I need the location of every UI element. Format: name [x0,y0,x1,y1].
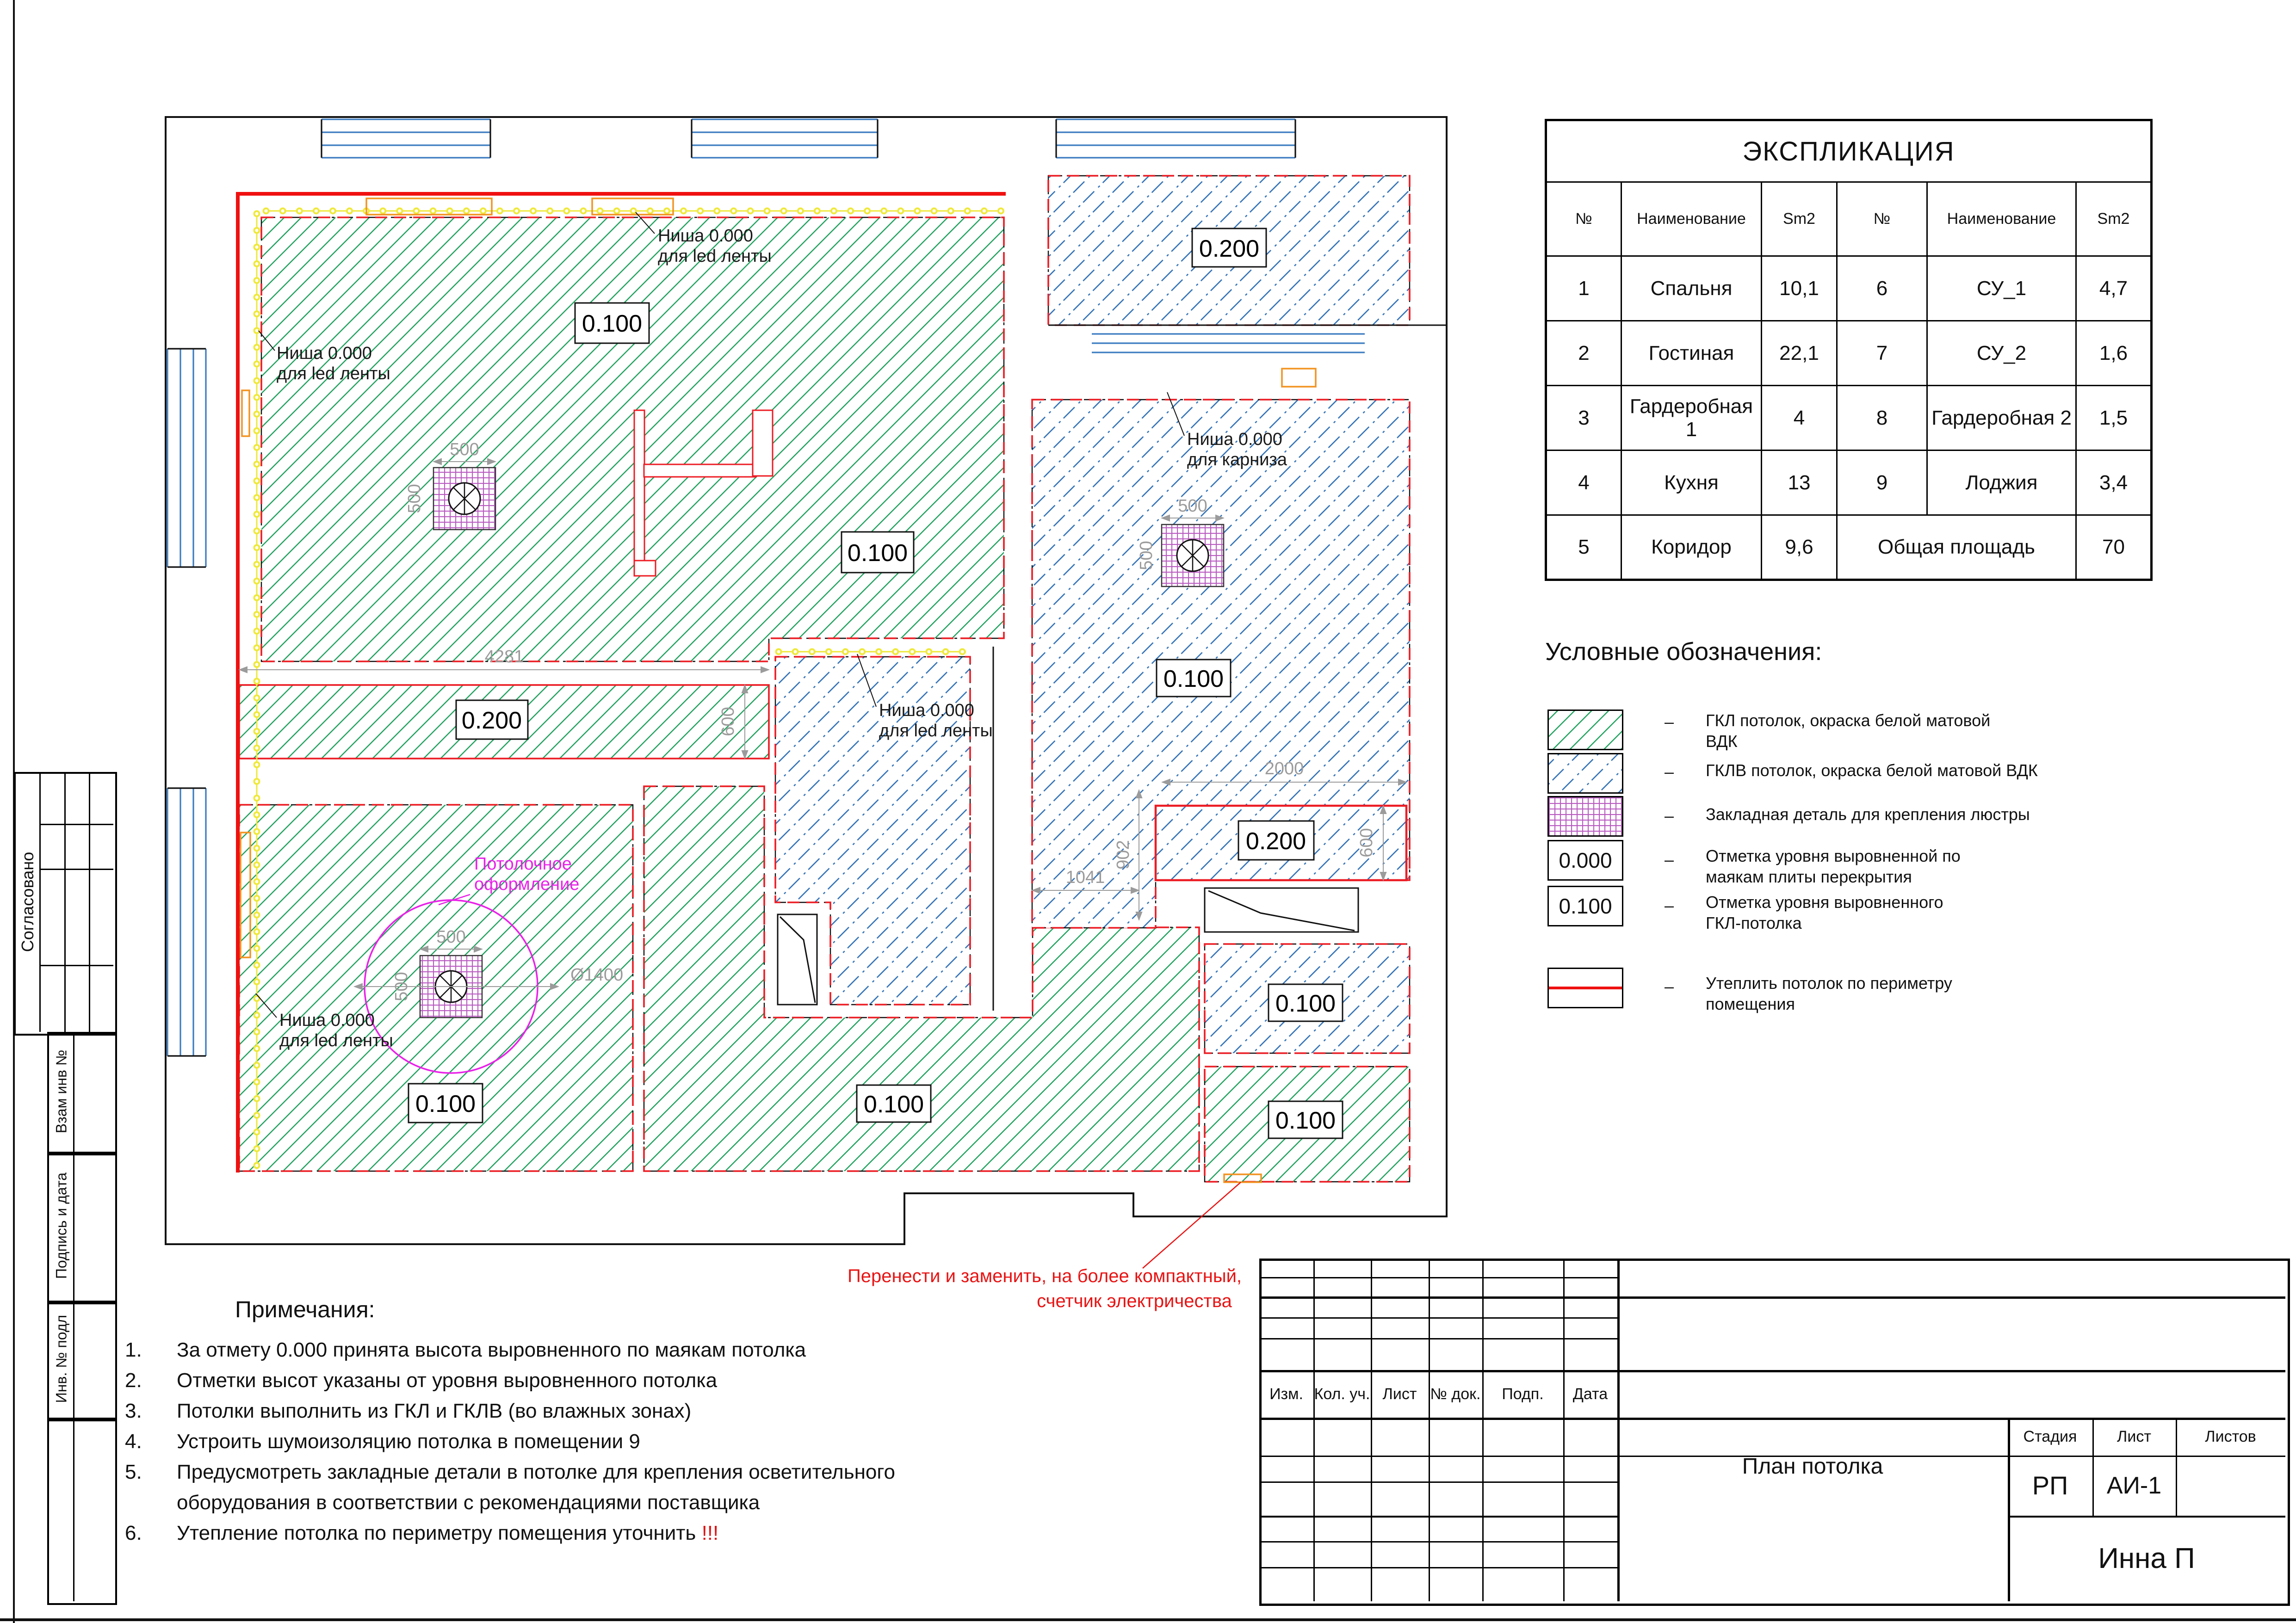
level-closet [842,532,914,573]
room-living [261,217,1004,661]
td: Гостиная [1621,321,1762,386]
span: За отмету 0.000 принята высота выровненного по маякам потолка [177,1339,806,1361]
path [167,349,206,567]
tr [1546,120,2152,182]
text: 0.100 [863,1091,924,1118]
notes-heading: Примечания: [235,1296,375,1322]
svg [1549,711,1622,749]
span-lgt: ГКЛВ потолок, окраска белой матовой ВДК [1706,761,2038,780]
text: Ниша 0.000 [277,344,372,363]
note-item [125,1518,1263,1549]
div-hl [1259,1296,2285,1299]
col-podp: Подп. [1502,1385,1544,1403]
rect [634,410,644,561]
level-corridor [857,1085,931,1122]
rect [753,410,773,476]
table-row [1546,386,2152,450]
dim-4281: 4281 [484,647,524,666]
td: 7 [1837,321,1927,386]
legend-level-0100: 0.100 [1547,886,1623,926]
total-value: 70 [2076,515,2152,580]
text: Ниша 0.000 [879,701,974,720]
text: Ниша 0.000 [658,226,753,246]
div-abs [47,1418,117,1605]
text: для led ленты [277,364,390,383]
note-item [125,1457,1263,1487]
path [167,349,206,567]
path [322,119,490,158]
text: для led ленты [279,1031,393,1050]
col-izm: Изм. [1269,1385,1303,1403]
div-vl [73,1032,74,1152]
path [261,217,1004,661]
text: Ниша 0.000 [1187,430,1282,449]
rect [242,390,249,436]
span-lgdash: – [1665,806,1674,825]
total-label: Общая площадь [1837,515,2076,580]
td-hdr: Sm2 [2076,182,2152,256]
td-hdr: Наименование [1621,182,1762,256]
td: 9 [1837,450,1927,515]
text: 500 [1137,541,1156,570]
text: 500 [450,440,479,459]
legend-swatch-blue-hatch [1547,753,1623,794]
span-lgdash: – [1665,762,1674,781]
window-top-1 [322,119,490,158]
vzam-label: Взам инв № [53,1049,70,1134]
sheet-label: Лист [2117,1428,2151,1445]
div-hl [39,965,113,966]
stage-value: РП [2032,1471,2068,1500]
chandelier-living [433,468,495,530]
span-lgt: ВДК [1706,732,1738,751]
level-wc-green [1269,1101,1343,1138]
td: 3,4 [2076,450,2152,515]
note-item [125,1396,1263,1426]
path [692,119,878,158]
text: 0.100 [582,310,643,337]
line [1143,1182,1241,1268]
text: для карниза [1187,450,1287,469]
td: Спальня [1621,256,1762,321]
div-vl [1313,1259,1315,1601]
td: 4 [1546,450,1621,515]
div-vl [1371,1259,1372,1601]
level-lodge [1192,228,1266,267]
col-kol: Кол. уч. [1314,1385,1370,1403]
text: 0.100 [1275,1107,1336,1134]
div-vl [64,772,66,1032]
warning-flag: !!! [701,1522,719,1544]
path [167,788,206,1056]
span-nnum: 1. [125,1339,142,1361]
table-row [1546,321,2152,386]
sheet-value: АИ-1 [2106,1472,2162,1499]
span-lgdash: – [1665,712,1674,731]
level-right-room [1157,660,1231,697]
legend-title: Условные обозначения: [1545,638,1822,666]
text: оформление [474,875,580,894]
rect [634,561,656,576]
span: Отметки высот указаны от уровня выровненного потолка [177,1369,718,1392]
span: Потолки выполнить из ГКЛ и ГКЛВ (во влажных зонах) [177,1400,692,1422]
doc-title: План потолка [1742,1454,1883,1479]
table-row [1546,515,2152,580]
table-row [1546,256,2152,321]
explication-table [1545,119,2153,581]
dim-2000: 2000 [1264,759,1304,778]
text: 500 [392,972,411,1001]
col-list: Лист [1382,1385,1417,1403]
author: Инна П [2098,1542,2195,1574]
window-left-2 [167,788,206,1056]
table [1545,119,2153,581]
span-lgt: Отметка уровня выровненной по [1706,846,1961,865]
legend-red-line [1547,968,1623,1008]
level-wc-blue [1269,984,1343,1021]
path [167,788,206,1056]
td: 3 [1546,386,1621,450]
div-vl [73,1301,74,1418]
dim-600-strip: 600 [718,707,738,736]
span-lgt: Утеплить потолок по периметру [1706,974,1952,993]
explication-title: ЭКСПЛИКАЦИЯ [1546,120,2152,182]
td: СУ_1 [1927,256,2076,321]
span-nnum: 3. [125,1400,142,1422]
note-item [125,1426,1263,1457]
text: Потолочное [474,854,572,874]
tbody [1546,120,2152,580]
td: 6 [1837,256,1927,321]
td: Коридор [1621,515,1762,580]
span-lgt: Отметка уровня выровненного [1706,893,1943,912]
td: Гардеробная 1 [1621,386,1762,450]
div-vl [73,1418,74,1601]
text: 0.100 [1275,990,1336,1017]
span [177,1518,718,1549]
span-nnum: 6. [125,1522,142,1544]
window-top-3 [1056,119,1295,158]
text: 0.100 [847,540,908,567]
span: Утепление потолка по периметру помещения уточнить [177,1522,696,1544]
span-nnum: 5. [125,1461,142,1483]
td: 22,1 [1762,321,1837,386]
col-data: Дата [1572,1385,1608,1403]
td: 8 [1837,386,1927,450]
inv-label: Инв. № подл [53,1314,70,1403]
dim-1041: 1041 [1065,868,1105,887]
dim-902: 902 [1114,840,1133,870]
span-lgt: ГКЛ-потолка [1706,913,1802,932]
level-living [575,303,649,343]
stage-label: Стадия [2023,1428,2077,1445]
td: 9,6 [1762,515,1837,580]
path [1056,119,1295,158]
level-bedroom [408,1084,483,1123]
text: 0.200 [1199,235,1260,262]
td: 2 [1546,321,1621,386]
td: Лоджия [1927,450,2076,515]
rect [1549,754,1622,792]
svg [1549,754,1622,792]
div-vl [89,772,90,1032]
rect [778,914,817,1005]
red-note [848,1182,1242,1311]
rect [1549,797,1622,835]
window-lodge-door [1092,334,1365,352]
text: для led ленты [658,247,772,266]
td: 4,7 [2076,256,2152,321]
approved-label: Согласовано [18,852,37,952]
title-block [1259,1259,2285,1601]
td-hdr: Наименование [1927,182,2076,256]
div-vl [1563,1259,1565,1601]
span-lgdash: – [1665,850,1674,869]
div-vl [39,772,41,1032]
div-vl [1429,1259,1430,1601]
podpis-label: Подпись и дата [53,1172,70,1279]
legend-swatch-purple-grid [1547,796,1623,837]
div-redline [1549,987,1622,989]
td: Гардеробная 2 [1927,386,2076,450]
window-top-2 [692,119,878,158]
span: Устроить шумоизоляцию потолка в помещении 9 [177,1430,640,1453]
rect [1282,369,1316,387]
rect [644,464,756,477]
level-soffit [1238,821,1314,860]
text: 0.100 [1163,666,1224,692]
path [1056,119,1295,158]
td: 1,6 [2076,321,2152,386]
note-item [125,1365,1263,1396]
text: 0.200 [461,707,522,734]
explication-header-row [1546,182,2152,256]
rect [1205,888,1358,932]
text: 0.100 [415,1091,476,1117]
div-hl [39,824,113,825]
text: 500 [405,484,424,513]
span-lgt: ГКЛ потолок, окраска белой матовой [1706,711,1991,730]
td: 5 [1546,515,1621,580]
dim-1400: Ø1400 [570,965,624,985]
text: 500 [436,927,466,947]
text: 0.200 [1245,828,1306,855]
td: 13 [1762,450,1837,515]
chandelier-right [1162,525,1224,586]
td: 10,1 [1762,256,1837,321]
dim-600-soffit: 600 [1357,828,1376,858]
svg [1549,797,1622,835]
note-item [125,1335,1263,1365]
div-hl [39,869,113,870]
note-item-continuation: оборудования в соответствии с рекомендациями поставщика [177,1491,760,1514]
td: 1 [1546,256,1621,321]
path [1092,334,1365,352]
span-nnum: 2. [125,1369,142,1392]
window-left-1 [167,349,206,567]
span: Предусмотреть закладные детали в потолке для крепления осветительного [177,1461,895,1483]
table-row [1546,450,2152,515]
div-vl [1482,1259,1484,1601]
legend-swatch-green-hatch [1547,710,1623,750]
notes [125,1296,1263,1549]
legend-level-0000: 0.000 [1547,840,1623,881]
level-strip [456,700,528,739]
div-vl [73,1152,74,1301]
td: СУ_2 [1927,321,2076,386]
span-lgdash: – [1665,896,1674,915]
col-doc: № док. [1430,1385,1481,1403]
red-note-line1: Перенести и заменить, на более компактный, [847,1266,1242,1286]
text: для led ленты [879,721,993,741]
span-lgt: маякам плиты перекрытия [1706,867,1912,886]
span-nnum: 4. [125,1430,142,1453]
rect [1549,711,1622,749]
td-hdr: № [1546,182,1621,256]
td: 1,5 [2076,386,2152,450]
red-note-line2: счетчик электричества [1037,1291,1232,1311]
path [322,119,490,158]
td-hdr: Sm2 [1762,182,1837,256]
span-lgdash: – [1665,977,1674,996]
span-lgt: Закладная деталь для крепления люстры [1706,805,2030,824]
span-lgt: помещения [1706,994,1795,1013]
td-hdr: № [1837,182,1927,256]
td: 4 [1762,386,1837,450]
td: Кухня [1621,450,1762,515]
text: 500 [1178,496,1207,516]
path [692,119,878,158]
text: Ниша 0.000 [279,1011,375,1030]
sheets-label: Листов [2205,1428,2256,1445]
